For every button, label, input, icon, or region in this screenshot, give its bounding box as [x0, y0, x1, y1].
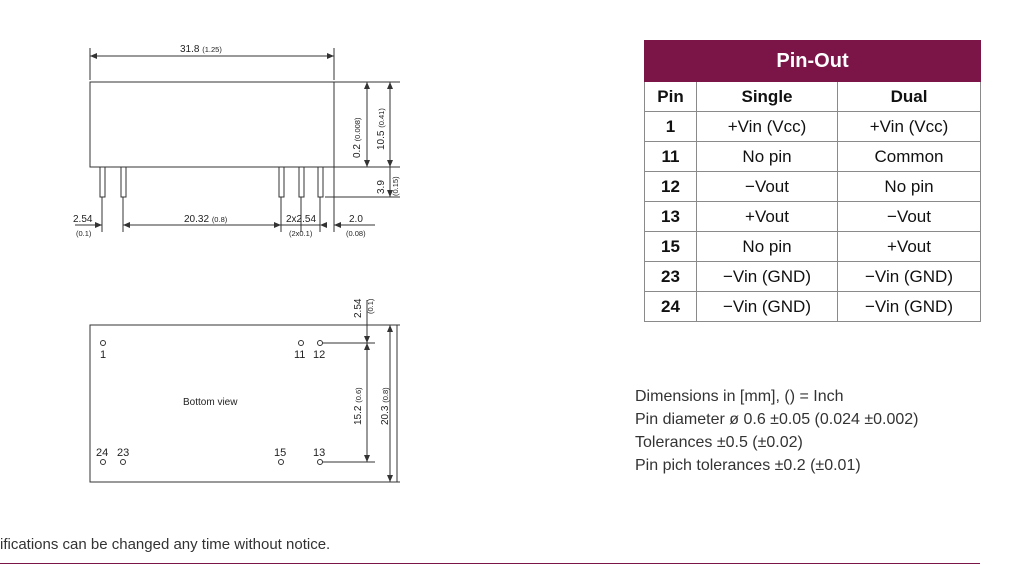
note-line: Tolerances ±0.5 (±0.02) [635, 434, 803, 451]
pin-number: 24 [645, 292, 697, 322]
dim-pin-length-in: (0.15) [391, 176, 400, 196]
dimension-notes [635, 385, 919, 477]
table-row [645, 112, 981, 142]
module-body-side [90, 82, 334, 167]
single-cell: No pin [697, 142, 838, 172]
column-header-dual: Dual [838, 82, 981, 112]
pin-side [279, 167, 284, 197]
pin-side [318, 167, 323, 197]
note-line: Dimensions in [mm], () = Inch [635, 388, 844, 405]
dim-row-span: 15.2 (0.6) [353, 387, 364, 425]
table-row [645, 142, 981, 172]
dual-cell: Common [838, 142, 981, 172]
pinout-table [644, 40, 981, 322]
pin-number: 23 [645, 262, 697, 292]
dual-cell: No pin [838, 172, 981, 202]
pin-label: 1 [100, 349, 107, 361]
dual-cell: +Vin (Vcc) [838, 112, 981, 142]
dim-edge-in: (0.08) [346, 229, 366, 238]
single-cell: No pin [697, 232, 838, 262]
pin-side [121, 167, 126, 197]
pin-label: 13 [313, 447, 326, 459]
dim-length: 31.8 (1.25) [180, 44, 222, 55]
dim-edge: 2.0 [349, 214, 363, 225]
bottom-view-label: Bottom view [183, 397, 238, 408]
pin-number: 12 [645, 172, 697, 202]
column-header-pin: Pin [645, 82, 697, 112]
single-cell: −Vin (GND) [697, 292, 838, 322]
table-row [645, 292, 981, 322]
note-line: Pin diameter ø 0.6 ±0.05 (0.024 ±0.002) [635, 411, 919, 428]
table-row [645, 262, 981, 292]
pin-label: 11 [294, 349, 306, 361]
dim-gap: 0.2 (0.008) [352, 117, 363, 158]
pin-hole [101, 341, 106, 346]
dual-cell: +Vout [838, 232, 981, 262]
module-body-bottom [90, 325, 397, 482]
dim-offset-in: (0.1) [76, 229, 92, 238]
dim-width: 20.3 (0.8) [380, 387, 391, 425]
single-cell: −Vout [697, 172, 838, 202]
single-cell: −Vin (GND) [697, 262, 838, 292]
single-cell: +Vin (Vcc) [697, 112, 838, 142]
pin-side [299, 167, 304, 197]
pin-number: 15 [645, 232, 697, 262]
pin-number: 11 [645, 142, 697, 172]
pinout-title: Pin-Out [645, 41, 981, 82]
pin-hole [279, 460, 284, 465]
pin-number: 1 [645, 112, 697, 142]
pin-hole [318, 341, 323, 346]
pin-hole [101, 460, 106, 465]
dim-top-offset-in: (0.1) [366, 298, 375, 314]
footer-disclaimer: ifications can be changed any time without notice. [0, 536, 331, 553]
table-row [645, 202, 981, 232]
column-header-single: Single [697, 82, 838, 112]
footer-divider [0, 563, 980, 564]
pin-hole [318, 460, 323, 465]
pin-side [100, 167, 105, 197]
table-row [645, 232, 981, 262]
dim-pin-length: 3.9 [376, 180, 387, 194]
dim-span: 20.32 (0.8) [184, 214, 228, 225]
pin-label: 15 [274, 447, 287, 459]
pin-label: 23 [117, 447, 130, 459]
note-line: Pin pich tolerances ±0.2 (±0.01) [635, 457, 861, 474]
dim-pitch-in: (2x0.1) [289, 229, 313, 238]
table-row [645, 172, 981, 202]
pin-label: 12 [313, 349, 326, 361]
single-cell: +Vout [697, 202, 838, 232]
pin-label: 24 [96, 447, 109, 459]
dim-offset: 2.54 [73, 214, 93, 225]
pin-hole [121, 460, 126, 465]
dim-top-offset: 2.54 [353, 298, 364, 318]
dual-cell: −Vin (GND) [838, 262, 981, 292]
pin-hole [299, 341, 304, 346]
dim-height: 10.5 (0.41) [376, 108, 387, 150]
dual-cell: −Vin (GND) [838, 292, 981, 322]
pin-number: 13 [645, 202, 697, 232]
dim-pitch: 2x2.54 [286, 214, 317, 225]
dual-cell: −Vout [838, 202, 981, 232]
